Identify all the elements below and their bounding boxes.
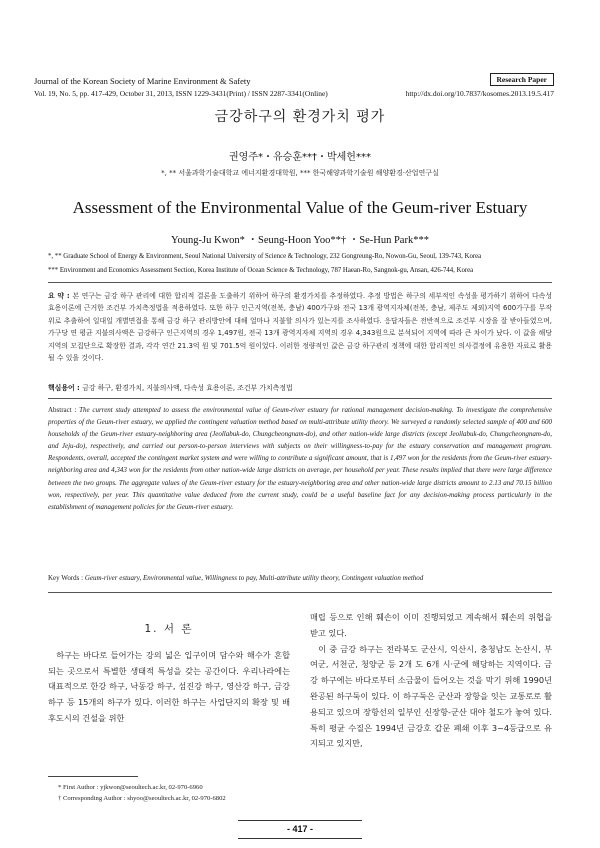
english-keywords [48, 574, 552, 582]
english-affiliation-1: *, ** Graduate School of Energy & Environment, Seoul National University of Science & Technology, 232 Gongreung-Ro, Nowon-Gu, Seoul, 139-743, Korea [48, 253, 482, 260]
korean-authors: 권영주*・유승훈**†・박세헌*** [229, 152, 371, 163]
english-abstract [48, 404, 552, 513]
page-number: - 417 - [286, 824, 313, 834]
footnote-first-author: * First Author : yjkwon@seoultech.ac.kr, 02-970-6960 [58, 784, 203, 791]
english-affiliation-2: *** Environment and Economics Assessment Section, Korea Institute of Ocean Science & Technology, 787 Haean-Ro, Sangnok-gu, Ansan, 426-744, Korea [48, 267, 474, 274]
english-abstract-label: Abstract : [48, 406, 80, 414]
footnote-corresponding-author: † Corresponding Author : shyoo@seoultech.ac.kr, 02-970-6802 [58, 795, 226, 802]
korean-keywords-text: 금강 하구, 환경가치, 지불의사액, 다속성 효용이론, 조건부 가치측정법 [82, 384, 293, 392]
page-number-rule-bottom [238, 838, 362, 839]
section-title: 1. 서 론 [144, 623, 194, 635]
english-keywords-label: Key Words : [48, 574, 85, 582]
body-column-left [48, 610, 290, 727]
doi-link[interactable]: http://dx.doi.org/10.7837/kosomes.2013.19.5.417 [405, 89, 554, 98]
page-number-rule-top [238, 820, 362, 821]
korean-title: 금강하구의 환경가치 평가 [214, 109, 386, 125]
volume-info: Vol. 19, No. 5, pp. 417-429, October 31, 2013, ISSN 1229-3431(Print) / ISSN 2287-3341(Online) [34, 89, 328, 98]
footnote-divider [48, 776, 138, 777]
english-authors: Young-Ju Kwon* ・Seung-Hoon Yoo**† ・Se-Hun Park*** [171, 235, 429, 246]
korean-keywords [48, 382, 552, 392]
korean-abstract-label: 요 약 : [48, 292, 73, 300]
korean-abstract [48, 290, 552, 364]
korean-keywords-label: 핵심용어 : [48, 384, 83, 392]
body-paragraph: 매립 등으로 인해 훼손이 이미 진행되었고 계속해서 훼손의 위협을 받고 있다. [310, 612, 552, 638]
journal-name: Journal of the Korean Society of Marine Environment & Safety [34, 76, 251, 86]
korean-abstract-text: 본 연구는 금강 하구 관리에 대한 합리적 결론을 도출하기 위하여 하구의 환경가치를 추정하였다. 추정 방법은 하구의 세부적인 속성을 평가하기 위하여 다속성 효용이론에 근거한 조건부 가치측정법을 적용하였다. 또한 하구 인근지역(전북, 충남) 400가구와 전국 13개 광역지자체(전북, 충남, 제주도 제외)지역 600가구를 무작위로 추출하여 일대일 개별면접을 통해 금강 하구 관리방안에 대해 얼마나 지불할 의사가 있는지를 조사하였다. 응답자들은 전반적으로 조건부 시장을 잘 받아들였으며, 가구당 연 평균 지불의사액은 금강하구 인근지역의 경우 1,497원, 전국 13개 광역지자체 지역의 경우 4,343원으로 분석되어 지역에 따라 큰 차이가 났다. 이 값을 해당 지역의 모집단으로 확장한 결과, 각각 연간 21.3억 원 및 701.5억 원이었다. 이러한 정량적인 값은 금강 하구관리 정책에 대한 합리적인 의사결정에 유용한 자료로 활용될 수 있을 것이다. [48, 292, 552, 363]
english-title: Assessment of the Environmental Value of the Geum-river Estuary [72, 198, 528, 217]
korean-affiliation: *, ** 서울과학기술대학교 에너지환경대학원, *** 한국해양과학기술원 해양환경·산업연구실 [161, 169, 439, 177]
body-paragraph: 하구는 바다로 들어가는 강의 넓은 입구이며 담수와 해수가 혼합되는 곳으로서 특별한 생태적 특성을 갖는 공간이다. 우리나라에는 대표적으로 한강 하구, 낙동강 하구, 섬진강 하구, 영산강 하구, 금강 하구 등 15개의 하구가 있다. 이러한 하구는 사업단지의 확장 및 배후도시의 건설을 위한 [48, 649, 290, 723]
journal-header [34, 72, 554, 102]
english-keywords-text: Geum-river estuary, Environmental value, Willingness to pay, Multi-attribute utility theory, Contingent valuation method [84, 574, 424, 582]
body-column-right [310, 610, 552, 752]
divider-mid [48, 398, 552, 399]
divider-top [48, 282, 552, 283]
english-abstract-text: The current study attempted to assess the environmental value of Geum-river estuary for rational management decision-making. To investigate the comprehensive properties of the Geum-river estuary, we applied the contingent valuation method based on multi-attribute utility theory. We surveyed a randomly selected sample of 400 and 600 households of the Geum-river estuary-neighboring area (Jeollabuk-do, Chungcheongnam-do), and other nation-wide large districts (except Jeollabuk-do, Chungcheongnam-do, and Jeju-do), respectively, and carried out person-to-person interviews with subjects on their willingness-to-pay for the estuary conservation and management program. Respondents, overall, accepted the contingent market system and were willing to contribute a significant amount, that is 1,497 won for the residents from the Geum-river estuary-neighboring area and 4,343 won for the residents from other nation-wide large districts on average, per household per year. These results implied that there were large difference between the two groups. The aggregate values of the Geum-river estuary for the estuary-neighboring area and other nation-wide large districts amount to 2.13 and 70.15 billion won, respectively, per year. This quantitative value deduced from the current study, could be a useful baseline fact for any decision-making process particularly in the establishment of management policies for the Geum-river estuary. [48, 406, 552, 511]
divider-bottom [48, 592, 552, 593]
footnotes [58, 782, 226, 804]
body-paragraph: 이 중 금강 하구는 전라북도 군산시, 익산시, 충청남도 논산시, 부여군, 서천군, 청양군 등 2개 도 6개 시·군에 해당하는 지역이다. 금강 하구에는 바다로부터 소금물이 들어오는 것을 막기 위해 1990년 완공된 하구둑이 있다. 이 하구둑은 군산과 장항을 잇는 교통로로 활용되고 있으며 장항선의 일부인 신장항-군산 대야 철도가 놓여 있다. 특히 평균 수질은 1994년 금강호 갑문 폐쇄 이후 3~4등급으로 유지되고 있지만, [310, 643, 552, 749]
article-type-badge: Research Paper [490, 73, 554, 86]
